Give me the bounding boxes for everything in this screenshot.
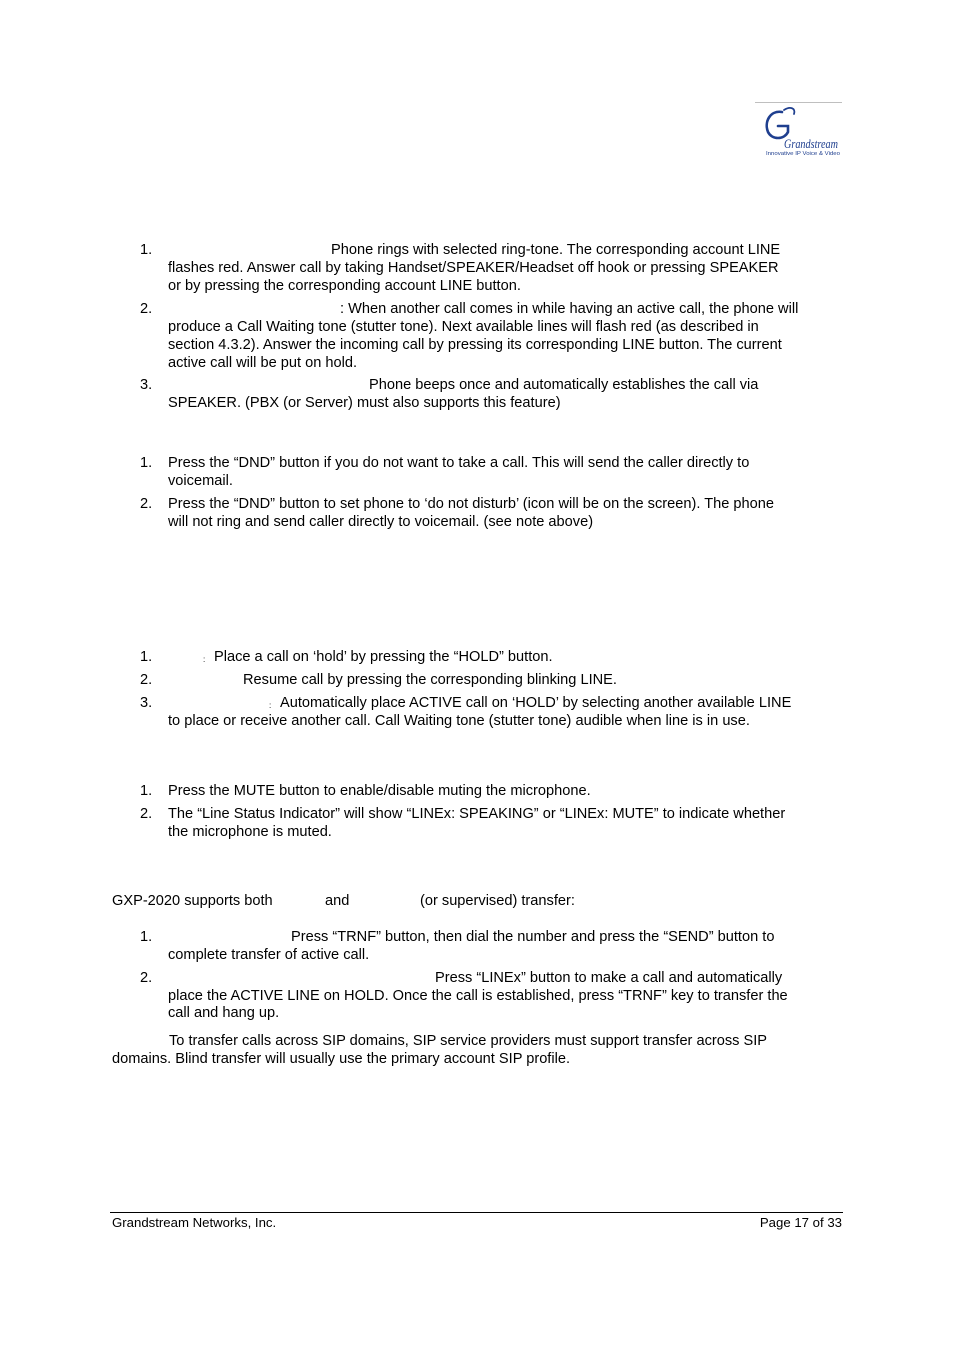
incoming-item-2-line-2: produce a Call Waiting tone (stutter tone). Next available lines will flash red (as described in [168, 319, 759, 335]
incoming-item-3-line-1: Phone beeps once and automatically establishes the call via [369, 377, 759, 393]
dnd-item-1-line-2: voicemail. [168, 473, 233, 489]
incoming-item-1-line-1: Phone rings with selected ring-tone. The corresponding account LINE [331, 242, 781, 258]
hold-item-1-num: 1. [140, 649, 153, 665]
incoming-item-2-num: 2. [140, 301, 153, 317]
dnd-item-2-line-2: will not ring and send caller directly to voicemail. (see note above) [168, 514, 594, 530]
transfer-intro-b: and [325, 893, 350, 909]
footer-company: Grandstream Networks, Inc. [112, 1215, 277, 1230]
transfer-item-1-line-1: Press “TRNF” button, then dial the number and press the “SEND” button to [291, 929, 775, 945]
logo-text: Grandstream [784, 137, 838, 151]
incoming-item-1-num: 1. [140, 242, 153, 258]
transfer-item-1-num: 1. [140, 929, 153, 945]
hold-item-2-line-1: Resume call by pressing the corresponding blinking LINE. [243, 672, 617, 688]
hold-item-3-num: 3. [140, 695, 153, 711]
dnd-item-2-num: 2. [140, 496, 153, 512]
incoming-item-3-line-2: SPEAKER. (PBX (or Server) must also supports this feature) [168, 395, 561, 411]
transfer-intro-c: (or supervised) transfer: [420, 893, 575, 909]
incoming-item-2-line-3: section 4.3.2). Answer the incoming call by pressing its corresponding LINE button. The current [168, 337, 782, 353]
footer-rule [110, 1212, 843, 1213]
mute-item-1-line-1: Press the MUTE button to enable/disable muting the microphone. [168, 783, 591, 799]
dnd-item-1-num: 1. [140, 455, 153, 471]
transfer-item-2-line-3: call and hang up. [168, 1005, 280, 1021]
transfer-note-line-1: To transfer calls across SIP domains, SIP service providers must support transfer across SIP [169, 1033, 768, 1049]
transfer-intro-a: GXP-2020 supports both [112, 893, 273, 909]
incoming-item-3-num: 3. [140, 377, 153, 393]
transfer-item-2-num: 2. [140, 970, 153, 986]
hold-item-1-line-1: Place a call on ‘hold’ by pressing the “HOLD” button. [214, 649, 553, 665]
footer-page-number: Page 17 of 33 [759, 1215, 842, 1230]
hold-item-3-line-2: to place or receive another call. Call Waiting tone (stutter tone) audible when line is in use. [168, 713, 750, 729]
transfer-item-2-line-2: place the ACTIVE LINE on HOLD. Once the call is established, press “TRNF” key to transfer the [168, 988, 788, 1004]
incoming-item-1-line-2: flashes red. Answer call by taking Handset/SPEAKER/Headset off hook or pressing SPEAKER [168, 260, 779, 276]
hold-item-3-colon: : [269, 701, 272, 710]
transfer-item-1-line-2: complete transfer of active call. [168, 947, 370, 963]
logo-tagline: Innovative IP Voice & Video [766, 151, 841, 157]
dnd-item-1-line-1: Press the “DND” button if you do not want to take a call. This will send the caller directly to [168, 455, 750, 471]
mute-item-2-line-2: the microphone is muted. [168, 824, 332, 840]
hold-item-3-line-1: Automatically place ACTIVE call on ‘HOLD’ by selecting another available LINE [280, 695, 792, 711]
incoming-item-2-line-1: : When another call comes in while having an active call, the phone will [340, 301, 799, 317]
hold-item-2-num: 2. [140, 672, 153, 688]
mute-item-2-num: 2. [140, 806, 153, 822]
transfer-note-line-2: domains. Blind transfer will usually use the primary account SIP profile. [112, 1051, 571, 1067]
mute-item-2-line-1: The “Line Status Indicator” will show “LINEx: SPEAKING” or “LINEx: MUTE” to indicate whether [168, 806, 786, 822]
transfer-item-2-line-1: Press “LINEx” button to make a call and automatically [435, 970, 783, 986]
incoming-item-2-line-4: active call will be put on hold. [168, 355, 358, 371]
incoming-item-1-line-3: or by pressing the corresponding account LINE button. [168, 278, 521, 294]
mute-item-1-num: 1. [140, 783, 153, 799]
hold-item-1-colon: : [203, 655, 206, 664]
grandstream-logo [760, 104, 844, 158]
header-rule [755, 102, 842, 103]
dnd-item-2-line-1: Press the “DND” button to set phone to ‘do not disturb’ (icon will be on the screen). The phone [168, 496, 774, 512]
